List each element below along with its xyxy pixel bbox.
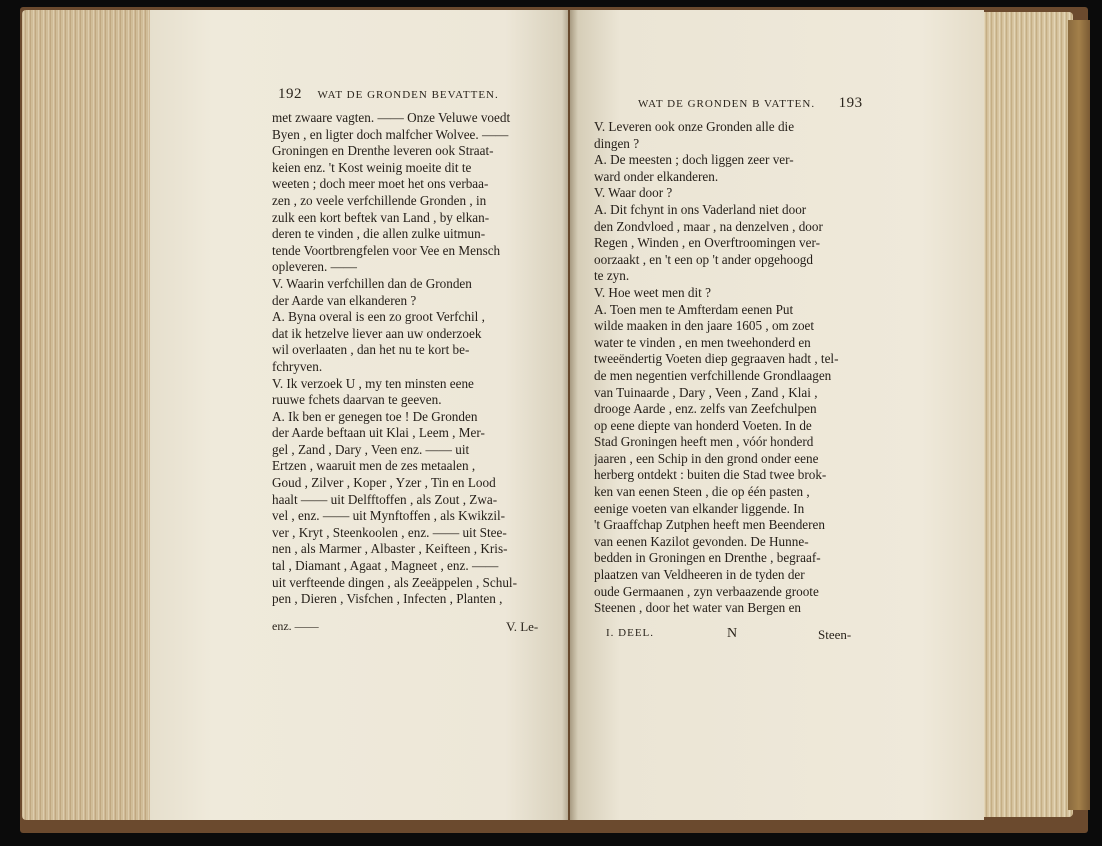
text-line: V. Waarin verfchillen dan de Gronden xyxy=(272,275,472,291)
right-page-header xyxy=(638,95,863,112)
right-page-number: 193 xyxy=(838,95,863,111)
text-line: Regen , Winden , en Overftroomingen ver- xyxy=(594,235,821,251)
text-line: opleveren. —— xyxy=(272,259,357,275)
cover-board-right xyxy=(1068,20,1090,810)
text-line: 't Graaffchap Zutphen heeft men Beenderen xyxy=(594,517,825,533)
text-line: A. Ik ben er genegen toe ! De Gronden xyxy=(272,408,478,424)
text-line: tende Voortbrengfelen voor Vee en Mensch xyxy=(272,242,501,258)
text-line: tweeëndertig Voeten diep gegraaven hadt , tel- xyxy=(594,351,839,367)
text-line: wilde maaken in den jaare 1605 , om zoet xyxy=(594,318,815,334)
text-line: drooge Aarde , enz. zelfs van Zeefchulpen xyxy=(594,401,817,417)
text-line: tal , Diamant , Agaat , Magneet , enz. —— xyxy=(272,558,499,574)
left-catchword: V. Le- xyxy=(506,619,539,634)
text-line: van Tuinaarde , Dary , Veen , Zand , Klai , xyxy=(594,384,818,400)
left-page-number: 192 xyxy=(278,86,302,102)
text-line: V. Ik verzoek U , my ten minsten eene xyxy=(272,375,474,391)
text-line: Stad Groningen heeft men , vóór honderd xyxy=(594,434,814,450)
text-line: van eenen Kazilot gevonden. De Hunne- xyxy=(594,533,809,549)
right-running-title: WAT DE GRONDEN B VATTEN. xyxy=(638,98,816,110)
text-line: zen , zo veele verfchillende Gronden , in xyxy=(272,192,487,208)
page-edges-left xyxy=(22,10,162,820)
text-line: Steenen , door het water van Bergen en xyxy=(594,600,802,616)
left-page-header xyxy=(278,86,499,103)
text-line: ken van eenen Steen , die op één pasten , xyxy=(594,484,810,500)
text-line: dingen ? xyxy=(594,135,640,151)
text-line: haalt —— uit Delfftoffen , als Zout , Zwa- xyxy=(272,491,498,507)
text-line: vel , enz. —— uit Mynftoffen , als Kwikzil- xyxy=(272,508,506,524)
text-line: A. De meesten ; doch liggen zeer ver- xyxy=(594,152,794,168)
left-page-text xyxy=(272,110,544,608)
text-line: der Aarde van elkanderen ? xyxy=(272,292,417,308)
text-line: water te vinden , en men tweehonderd en xyxy=(594,334,811,350)
text-line: bedden in Groningen en Drenthe , begraaf- xyxy=(594,550,821,566)
text-line: ruuwe fchets daarvan te geeven. xyxy=(272,392,442,408)
text-line: Goud , Zilver , Koper , Yzer , Tin en Lood xyxy=(272,475,496,491)
left-running-title: WAT DE GRONDEN BEVATTEN. xyxy=(317,89,499,101)
text-line: nen , als Marmer , Albaster , Keifteen , Kris- xyxy=(272,541,508,557)
text-line: deren te vinden , die allen zulke uitmun- xyxy=(272,226,486,242)
text-line: V. Leveren ook onze Gronden alle die xyxy=(594,119,795,134)
text-line: Byen , en ligter doch malfcher Wolvee. —— xyxy=(272,126,509,142)
text-line: V. Hoe weet men dit ? xyxy=(594,284,711,300)
text-line: pen , Dieren , Visfchen , Infecten , Planten , xyxy=(272,591,503,607)
text-line: te zyn. xyxy=(594,268,630,284)
text-line: uit verfteende dingen , als Zeeäppelen , Schul- xyxy=(272,574,517,590)
text-line: weeten ; doch meer moet het ons verbaa- xyxy=(272,176,489,192)
text-line: eenige voeten van elkander liggende. In xyxy=(594,500,805,516)
right-catchword: Steen- xyxy=(818,627,852,642)
text-line: Ertzen , waaruit men de zes metaalen , xyxy=(272,458,476,474)
text-line: gel , Zand , Dary , Veen enz. —— uit xyxy=(272,441,470,457)
text-line: ward onder elkanderen. xyxy=(594,168,719,184)
text-line: A. Toen men te Amfterdam eenen Put xyxy=(594,301,794,317)
text-line: op eene diepte van honderd Voeten. In de xyxy=(594,417,812,433)
text-line: ver , Kryt , Steenkoolen , enz. —— uit Stee- xyxy=(272,524,507,540)
text-line: oude Germaanen , zyn verbaazende groote xyxy=(594,583,819,599)
text-line: oorzaakt , en 't een op 't ander opgehoogd xyxy=(594,251,813,267)
book-gutter xyxy=(562,10,578,820)
text-line: wil overlaaten , dan het nu te kort be- xyxy=(272,342,470,358)
page-edges-right xyxy=(978,12,1073,817)
text-line: V. Waar door ? xyxy=(594,185,673,201)
text-line: keien enz. 't Kost weinig moeite dit te xyxy=(272,159,472,175)
text-line: de men negentien verfchillende Grondlaagen xyxy=(594,367,832,383)
text-line: herberg ontdekt : buiten die Stad twee brok- xyxy=(594,467,827,483)
left-page-last-line: enz. —— xyxy=(272,619,319,633)
text-line: plaatzen van Veldheeren in de tyden der xyxy=(594,567,805,583)
text-line: A. Byna overal is een zo groot Verfchil , xyxy=(272,309,485,325)
text-line: fchryven. xyxy=(272,358,323,374)
text-line: dat ik hetzelve liever aan uw onderzoek xyxy=(272,325,482,341)
text-line: met zwaare vagten. —— Onze Veluwe voedt xyxy=(272,110,511,125)
text-line: der Aarde beftaan uit Klai , Leem , Mer- xyxy=(272,425,485,441)
text-line: Groningen en Drenthe leveren ook Straat- xyxy=(272,143,494,159)
volume-marker: I. DEEL. xyxy=(606,627,655,639)
text-line: A. Dit fchynt in ons Vaderland niet door xyxy=(594,201,807,217)
text-line: zulk een kort beftek van Land , by elkan- xyxy=(272,209,490,225)
text-line: den Zondvloed , maar , na denzelven , door xyxy=(594,218,823,234)
signature-mark: N xyxy=(727,626,738,641)
text-line: jaaren , een Schip in den grond onder eene xyxy=(594,450,819,466)
right-page-text xyxy=(594,119,864,617)
